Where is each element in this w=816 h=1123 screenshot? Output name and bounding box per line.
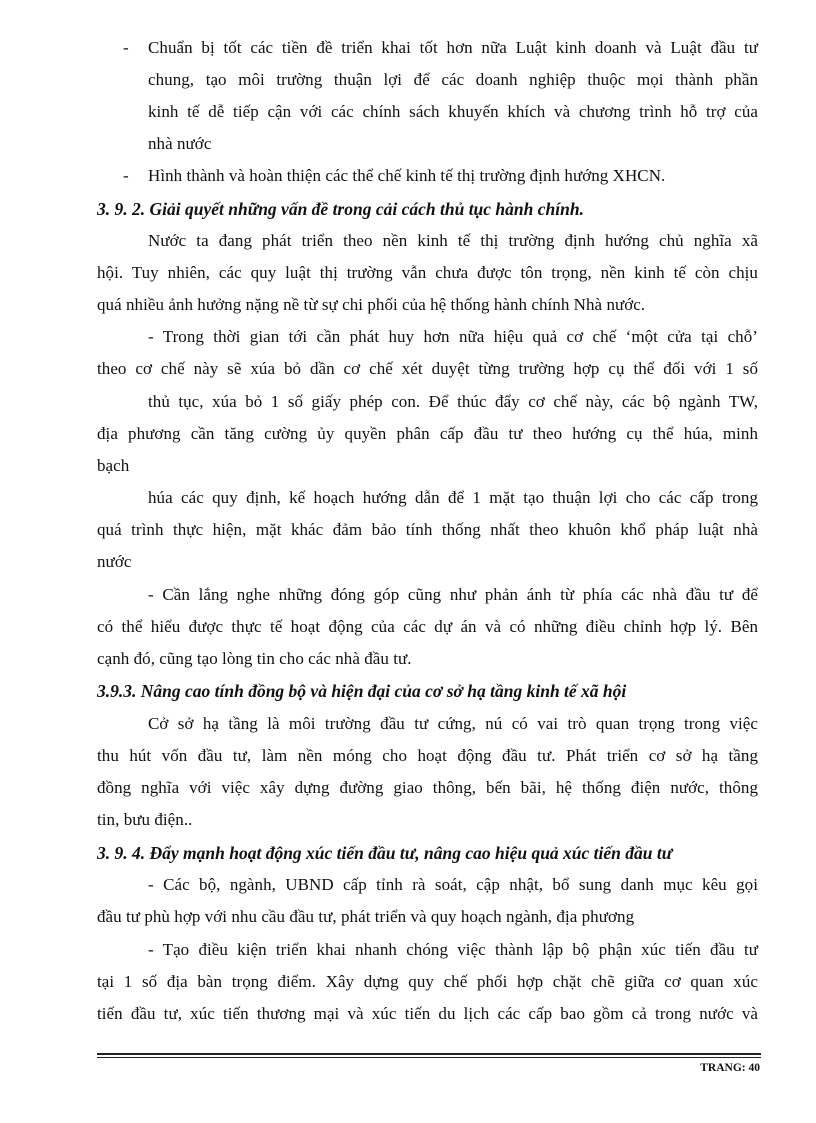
section-heading: 3. 9. 4. Đẩy mạnh hoạt động xúc tiến đầu tư, nâng cao hiệu quả xúc tiến đầu tư: [97, 843, 673, 863]
text-line: nước: [97, 552, 132, 571]
text-line: tiến đầu tư, xúc tiến thương mại và xúc tiến du lịch các cấp bao gồm cả trong nước và: [97, 1004, 758, 1023]
text-line: - Cần lắng nghe những đóng góp cũng như phản ánh từ phía các nhà đầu tư để: [148, 585, 758, 604]
text-line: bạch: [97, 456, 130, 475]
text-line: tại 1 số địa bàn trọng điểm. Xây dựng quy chế phối hợp chặt chẽ giữa cơ quan xúc: [97, 972, 758, 991]
text-line: Hình thành và hoàn thiện các thể chế kinh tế thị trường định hướng XHCN.: [148, 166, 666, 185]
text-line: đầu tư phù hợp với nhu cầu đầu tư, phát triển và quy hoạch ngành, địa phương: [97, 907, 635, 926]
text-line: quá trình thực hiện, mặt khác đảm bảo tính thống nhất theo khuôn khổ pháp luật nhà: [97, 520, 758, 539]
section-heading: 3. 9. 2. Giải quyết những vấn đề trong cải cách thủ tục hành chính.: [97, 199, 584, 219]
text-line: thủ tục, xúa bỏ 1 số giấy phép con. Để thúc đẩy cơ chế này, các bộ ngành TW,: [148, 392, 758, 411]
text-line: Chuẩn bị tốt các tiền đề triển khai tốt hơn nữa Luật kinh doanh và Luật đầu tư: [148, 38, 758, 57]
text-line: kinh tế dễ tiếp cận với các chính sách khuyến khích và chương trình hỗ trợ của: [148, 102, 758, 121]
text-line: theo cơ chế này sẽ xúa bỏ dần cơ chế xét duyệt từng trường hợp cụ thể đối với 1 số: [97, 359, 758, 378]
text-line: đồng nghĩa với việc xây dựng đường giao thông, bến bãi, hệ thống điện nước, thông: [97, 778, 758, 797]
footer-rule: [97, 1057, 761, 1058]
bullet-dash: -: [123, 166, 129, 185]
text-line: cạnh đó, cũng tạo lòng tin cho các nhà đầu tư.: [97, 649, 412, 668]
section-heading: 3.9.3. Nâng cao tính đồng bộ và hiện đại của cơ sở hạ tầng kinh tế xã hội: [97, 681, 627, 701]
text-line: thu hút vốn đầu tư, làm nền móng cho hoạt động đầu tư. Phát triển cơ sở hạ tầng: [97, 746, 758, 765]
text-line: - Tạo điều kiện triển khai nhanh chóng việc thành lập bộ phận xúc tiến đầu tư: [148, 940, 758, 959]
page-number: TRANG: 40: [700, 1062, 760, 1074]
text-line: - Các bộ, ngành, UBND cấp tỉnh rà soát, cập nhật, bổ sung danh mục kêu gọi: [148, 875, 758, 894]
text-line: quá nhiều ảnh hưởng nặng nề từ sự chi phối của hệ thống hành chính Nhà nước.: [97, 295, 646, 314]
footer-rule: [97, 1053, 761, 1055]
text-line: Nước ta đang phát triển theo nền kinh tế thị trường định hướng chủ nghĩa xã: [148, 231, 758, 250]
text-line: địa phương cần tăng cường ủy quyền phân cấp đầu tư theo hướng cụ thể húa, minh: [97, 424, 758, 443]
text-line: Cở sở hạ tầng là môi trường đầu tư cứng, nú có vai trò quan trọng trong việc: [148, 714, 758, 733]
text-line: hội. Tuy nhiên, các quy luật thị trường vẫn chưa được tôn trọng, nền kinh tế còn chịu: [97, 263, 758, 282]
text-line: húa các quy định, kế hoạch hướng dẫn để 1 mặt tạo thuận lợi cho các cấp trong: [148, 488, 758, 507]
text-line: - Trong thời gian tới cần phát huy hơn nữa hiệu quả cơ chế ‘một cửa tại chỗ’: [148, 327, 758, 346]
text-line: chung, tạo môi trường thuận lợi để các doanh nghiệp thuộc mọi thành phần: [148, 70, 758, 89]
text-line: tin, bưu điện..: [97, 810, 193, 829]
bullet-dash: -: [123, 38, 129, 57]
text-line: nhà nước: [148, 134, 212, 153]
text-line: có thể hiểu được thực tế hoạt động của các dự án và có những điều chỉnh hợp lý. Bên: [97, 617, 758, 636]
